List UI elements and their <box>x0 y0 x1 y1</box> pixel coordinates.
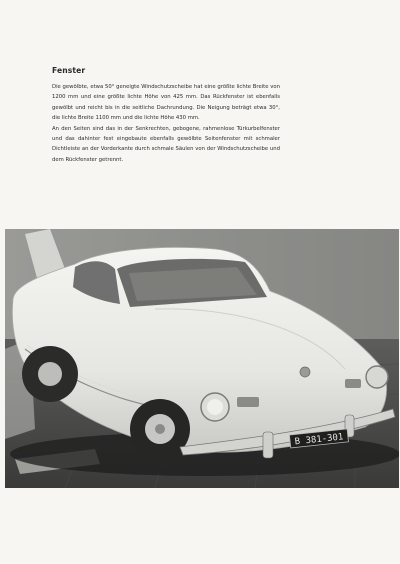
section-body <box>52 82 280 165</box>
right-headlight <box>366 366 388 388</box>
car-photograph <box>5 229 399 488</box>
paragraph-windows-side: An den Seiten sind das in der Senkrechten, gebogene, rahmenlose Türkurbelfenster und das dahinter fest eingebaute ebenfalls gewölbte Seitenfenster mit schmaler Dichtleiste an der Vorderkante durch schmale Säulen von der Windschutzscheibe und dem Rückfenster getrennt. <box>52 125 280 163</box>
license-plate-text: B 381-301 <box>294 432 344 448</box>
section-heading: Fenster <box>52 66 86 75</box>
paragraph-windows-front-rear: Die gewölbte, etwa 50° geneigte Windschutzscheibe hat eine größte lichte Breite von 1200 mm und eine größte lichte Höhe von 425 mm. Das Rückfenster ist ebenfalls gewölbt und reicht bis in die seitliche Dachrundung. Die Neigung beträgt etwa 30°, die lichte Breite 1100 mm und die lichte Höhe 430 mm. <box>52 84 280 122</box>
